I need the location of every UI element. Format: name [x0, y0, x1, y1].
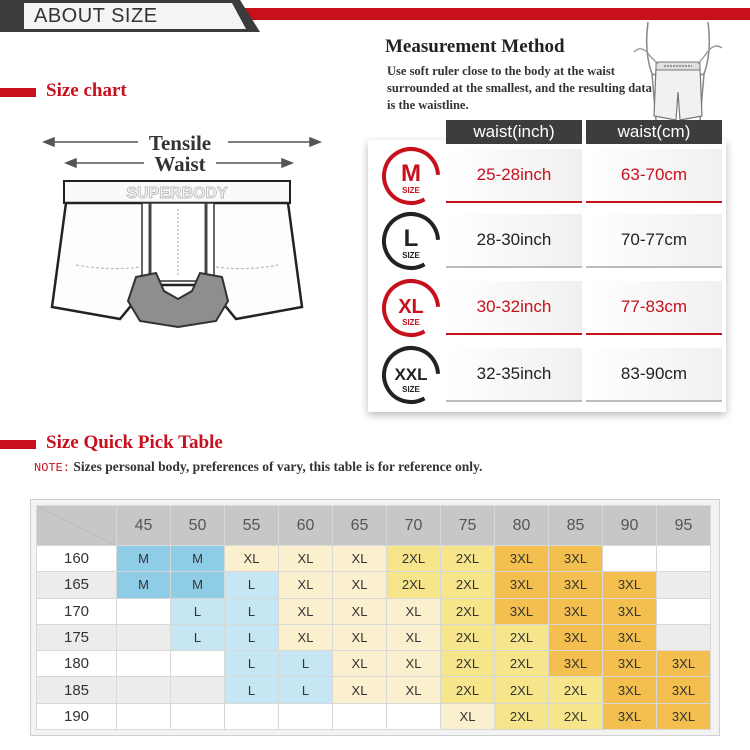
weight-header: 70 [387, 506, 441, 546]
table-row [37, 598, 711, 624]
size-cell: 2XL [441, 546, 495, 572]
weight-header: 80 [495, 506, 549, 546]
size-badge-letter: L [403, 225, 419, 252]
weight-header: 55 [225, 506, 279, 546]
size-cell: 3XL [603, 651, 657, 677]
waist-inch-value: 32-35inch [446, 348, 582, 402]
size-cell: 3XL [657, 651, 711, 677]
size-cell: XL [279, 572, 333, 598]
grid-corner [37, 506, 117, 546]
size-cell: XL [387, 651, 441, 677]
size-cell: 3XL [549, 546, 603, 572]
waist-inch-value: 30-32inch [446, 281, 582, 335]
header-waist-inch: waist(inch) [446, 120, 582, 144]
size-cell [117, 651, 171, 677]
size-cell [117, 703, 171, 729]
size-row [380, 275, 724, 339]
size-badge-word: SIZE [402, 385, 420, 394]
size-cell [171, 651, 225, 677]
size-cell [171, 677, 225, 703]
height-header: 160 [37, 546, 117, 572]
weight-header: 90 [603, 506, 657, 546]
size-cell: L [225, 651, 279, 677]
size-cell: L [171, 624, 225, 650]
size-cell [657, 624, 711, 650]
size-cell: 2XL [495, 677, 549, 703]
size-cell [117, 598, 171, 624]
height-header: 165 [37, 572, 117, 598]
table-row [37, 703, 711, 729]
height-header: 180 [37, 651, 117, 677]
weight-header: 65 [333, 506, 387, 546]
size-cell: 3XL [495, 572, 549, 598]
height-header: 185 [37, 677, 117, 703]
size-cell: 3XL [495, 546, 549, 572]
size-cell: XL [387, 598, 441, 624]
size-cell [171, 703, 225, 729]
size-cell: XL [333, 598, 387, 624]
size-cell [657, 572, 711, 598]
height-header: 175 [37, 624, 117, 650]
table-row [37, 651, 711, 677]
table-row [37, 546, 711, 572]
size-cell [657, 546, 711, 572]
size-cell: 2XL [441, 572, 495, 598]
size-badge-icon [380, 210, 442, 272]
note-label: NOTE: [34, 461, 71, 475]
size-cell: L [225, 677, 279, 703]
size-badge-icon [380, 344, 442, 406]
size-cell: 2XL [549, 703, 603, 729]
size-cell: 3XL [549, 624, 603, 650]
size-cell: L [225, 624, 279, 650]
note [34, 459, 482, 475]
size-cell: XL [387, 677, 441, 703]
size-cell [117, 677, 171, 703]
size-cell: 3XL [603, 703, 657, 729]
size-cell: L [225, 598, 279, 624]
size-cell: XL [333, 624, 387, 650]
measurement-title: Measurement Method [385, 36, 565, 57]
size-cell [657, 598, 711, 624]
size-cell: XL [225, 546, 279, 572]
size-cell: XL [387, 624, 441, 650]
table-row [37, 677, 711, 703]
size-cell: 3XL [603, 572, 657, 598]
size-cell: 2XL [387, 546, 441, 572]
size-cell: 3XL [549, 651, 603, 677]
size-row [380, 143, 724, 207]
size-row [380, 342, 724, 406]
size-cell: XL [333, 546, 387, 572]
size-cell: L [279, 677, 333, 703]
size-badge-letter: M [401, 160, 421, 187]
size-cell: 3XL [549, 572, 603, 598]
table-row [37, 572, 711, 598]
weight-header: 75 [441, 506, 495, 546]
waist-label: Waist [154, 152, 206, 176]
size-row [380, 208, 724, 272]
page-title: ABOUT SIZE [34, 5, 158, 27]
size-cell [225, 703, 279, 729]
quick-pick-marker [0, 440, 36, 449]
size-cell: XL [333, 651, 387, 677]
size-badge-letter: XXL [394, 365, 428, 384]
size-cell: 2XL [441, 677, 495, 703]
height-header: 190 [37, 703, 117, 729]
table-row [37, 624, 711, 650]
size-cell: XL [279, 598, 333, 624]
size-cell: 2XL [495, 624, 549, 650]
size-cell [279, 703, 333, 729]
header-waist-cm: waist(cm) [586, 120, 722, 144]
size-cell: 2XL [387, 572, 441, 598]
size-badge-icon [380, 145, 442, 207]
size-cell: 2XL [441, 598, 495, 624]
size-chart-title: Size chart [46, 80, 127, 101]
size-cell: 3XL [603, 624, 657, 650]
waist-cm-value: 63-70cm [586, 149, 722, 203]
size-cell: XL [279, 546, 333, 572]
size-cell: 3XL [657, 677, 711, 703]
size-cell: XL [333, 677, 387, 703]
weight-header: 45 [117, 506, 171, 546]
height-header: 170 [37, 598, 117, 624]
size-cell: 2XL [549, 677, 603, 703]
waistband-brand: SUPERBODY [126, 185, 228, 202]
brief-illustration [40, 125, 330, 355]
size-cell [117, 624, 171, 650]
size-cell: XL [441, 703, 495, 729]
waist-cm-value: 70-77cm [586, 214, 722, 268]
size-cell: 3XL [603, 677, 657, 703]
size-cell: L [279, 651, 333, 677]
size-cell: 2XL [495, 703, 549, 729]
size-cell: XL [279, 624, 333, 650]
size-cell: M [171, 572, 225, 598]
size-cell: 3XL [495, 598, 549, 624]
size-cell [387, 703, 441, 729]
size-cell: 3XL [549, 598, 603, 624]
size-cell: 3XL [657, 703, 711, 729]
size-cell: 2XL [441, 624, 495, 650]
weight-header: 95 [657, 506, 711, 546]
quick-pick-table [36, 505, 711, 730]
weight-header: 60 [279, 506, 333, 546]
waist-cm-value: 77-83cm [586, 281, 722, 335]
weight-header: 85 [549, 506, 603, 546]
size-badge-word: SIZE [402, 251, 420, 260]
size-cell: 2XL [495, 651, 549, 677]
size-badge-icon [380, 277, 442, 339]
note-text: Sizes personal body, preferences of vary, this table is for reference only. [73, 459, 483, 474]
weight-header: 50 [171, 506, 225, 546]
measurement-text: Use soft ruler close to the body at the waist surrounded at the smallest, and the resulting data is the waistline. [387, 64, 652, 112]
waist-measure-figure [630, 22, 725, 122]
quick-pick-title: Size Quick Pick Table [46, 432, 223, 453]
size-cell: L [225, 572, 279, 598]
size-cell: M [171, 546, 225, 572]
size-chart-marker [0, 88, 36, 97]
size-cell [603, 546, 657, 572]
waist-cm-value: 83-90cm [586, 348, 722, 402]
size-cell: M [117, 546, 171, 572]
size-cell: 3XL [603, 598, 657, 624]
size-cell [333, 703, 387, 729]
size-cell: 2XL [441, 651, 495, 677]
size-cell: XL [333, 572, 387, 598]
waist-inch-value: 28-30inch [446, 214, 582, 268]
weight-header-row [37, 506, 711, 546]
size-cell: L [171, 598, 225, 624]
size-badge-word: SIZE [402, 318, 420, 327]
tensile-label: Tensile [148, 131, 212, 155]
size-badge-word: SIZE [402, 186, 420, 195]
size-badge-letter: XL [398, 296, 424, 318]
size-cell: M [117, 572, 171, 598]
waist-inch-value: 25-28inch [446, 149, 582, 203]
